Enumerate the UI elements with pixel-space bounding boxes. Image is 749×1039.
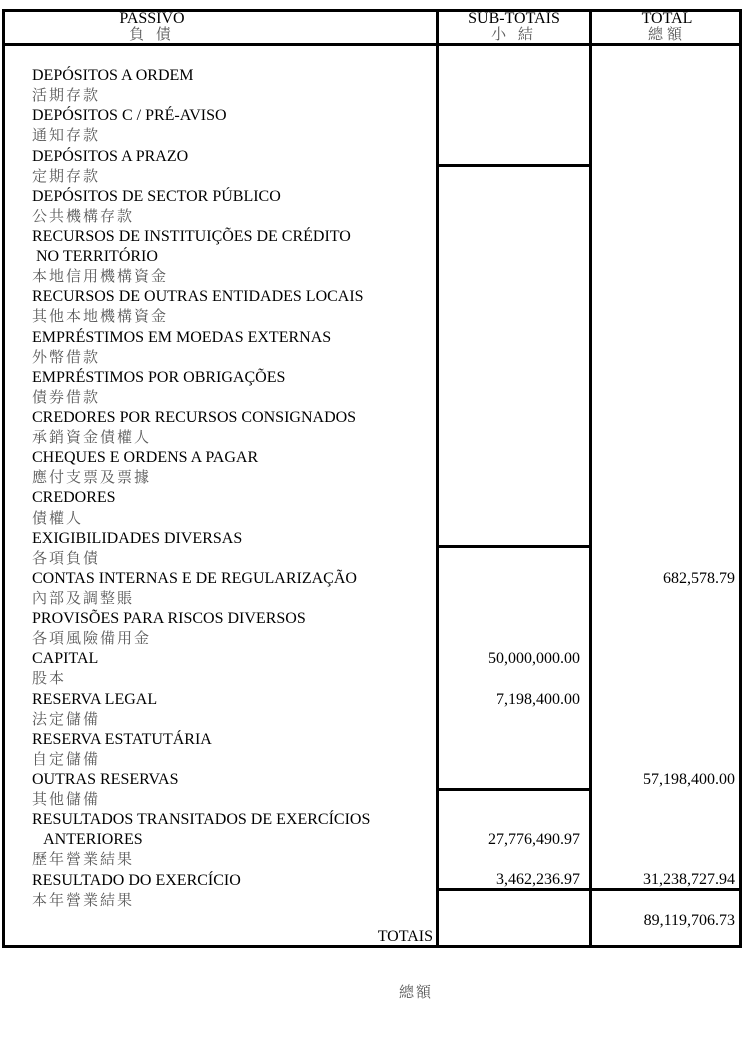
table-row	[2, 730, 743, 768]
item-label-cn: 本地信用機構資金	[32, 269, 169, 286]
item-label-cn: 應付支票及票據	[32, 470, 152, 487]
item-label-cn: 內部及調整賬	[32, 590, 135, 607]
item-label-cn: 股本	[32, 671, 67, 688]
item-label-cn: 歷年營業結果	[32, 852, 135, 869]
item-label-cn: 其他儲備	[32, 792, 101, 809]
column-header-total-cn: 總額	[647, 27, 686, 43]
item-label-cn: 債券借款	[32, 389, 101, 406]
item-label-pt: CAPITAL	[32, 650, 99, 668]
table-row	[2, 790, 743, 829]
item-label-cn: 法定儲備	[32, 711, 101, 728]
table-row	[2, 147, 743, 185]
item-label-pt: CREDORES	[32, 489, 116, 507]
total-value: 682,578.79	[663, 569, 735, 587]
item-label-pt: CONTAS INTERNAS E DE REGULARIZAÇÃO	[32, 569, 357, 587]
table-row	[2, 207, 743, 245]
item-label-pt: DEPÓSITOS DE SECTOR PÚBLICO	[32, 187, 281, 205]
rows-container	[2, 46, 743, 909]
column-header-passivo-cn: 負 債	[129, 27, 175, 43]
item-label-pt: EXIGIBILIDADES DIVERSAS	[32, 529, 243, 547]
item-label-pt: EMPRÉSTIMOS EM MOEDAS EXTERNAS	[32, 328, 332, 346]
item-label-pt: RESERVA LEGAL	[32, 690, 158, 708]
table-row	[2, 589, 743, 628]
item-label-pt: ANTERIORES	[32, 831, 143, 849]
item-label-pt: DEPÓSITOS A PRAZO	[32, 147, 189, 165]
item-label-pt: RECURSOS DE OUTRAS ENTIDADES LOCAIS	[32, 288, 364, 306]
table-row	[2, 86, 743, 125]
item-label-pt: DEPÓSITOS A ORDEM	[32, 67, 194, 85]
column-header-total-pt: TOTAL	[641, 10, 693, 27]
table-row	[2, 66, 743, 105]
column-header-passivo	[2, 10, 302, 44]
table-row	[2, 509, 743, 547]
table-row	[2, 388, 743, 426]
table-row	[2, 328, 743, 366]
item-label-pt: EMPRÉSTIMOS POR OBRIGAÇÕES	[32, 368, 286, 386]
table-row	[2, 307, 743, 346]
grand-total-value: 89,119,706.73	[643, 912, 735, 929]
item-label-pt: RESULTADOS TRANSITADOS DE EXERCÍCIOS	[32, 811, 371, 829]
item-label-cn: 定期存款	[32, 168, 101, 185]
item-label-pt: RESULTADO DO EXERCÍCIO	[32, 871, 241, 889]
table-row	[2, 529, 743, 567]
table-row	[2, 830, 743, 869]
item-label-cn: 自定儲備	[32, 751, 101, 768]
table-row	[2, 167, 743, 205]
table-row	[2, 187, 743, 225]
subtotal-value: 7,198,400.00	[496, 690, 580, 708]
table-row	[2, 126, 743, 165]
item-label-pt: NO TERRITÓRIO	[32, 248, 158, 266]
item-label-cn: 活期存款	[32, 88, 101, 105]
table-row	[2, 408, 743, 447]
item-label-cn: 本年營業結果	[32, 892, 135, 909]
table-row	[2, 247, 743, 286]
item-label-cn: 各項風險備用金	[32, 631, 152, 648]
item-label-pt: RESERVA ESTATUTÁRIA	[32, 730, 212, 748]
table-row	[2, 569, 743, 607]
table-row	[2, 488, 743, 527]
subtotal-value: 3,462,236.97	[496, 871, 580, 889]
item-label-cn: 各項負債	[32, 550, 101, 567]
table-row	[2, 870, 743, 909]
table-row	[2, 106, 743, 145]
item-label-pt: RECURSOS DE INSTITUIÇÕES DE CRÉDITO	[32, 228, 351, 245]
item-label-pt: CHEQUES E ORDENS A PAGAR	[32, 449, 259, 467]
item-label-pt: CREDORES POR RECURSOS CONSIGNADOS	[32, 408, 357, 426]
item-label-cn: 承銷資金債權人	[32, 430, 152, 447]
table-row	[2, 448, 743, 487]
item-label-cn: 債權人	[32, 510, 84, 527]
table-row	[2, 368, 743, 406]
column-header-passivo-pt: PASSIVO	[119, 10, 185, 27]
item-label-cn: 其他本地機構資金	[32, 309, 169, 326]
table-row	[2, 710, 743, 748]
item-label-pt: OUTRAS RESERVAS	[32, 770, 179, 788]
item-label-cn: 公共機構存款	[32, 208, 135, 225]
table-row	[2, 609, 743, 648]
subtotal-value: 50,000,000.00	[488, 650, 580, 668]
table-row	[2, 267, 743, 306]
total-value: 31,238,727.94	[643, 871, 735, 889]
column-header-total	[592, 10, 742, 44]
total-value: 57,198,400.00	[643, 770, 735, 788]
table-row	[2, 690, 743, 728]
item-label-cn: 外幣借款	[32, 349, 101, 366]
table-row	[2, 287, 743, 326]
totals-label-pt: TOTAIS	[377, 928, 433, 945]
column-header-subtotais-pt: SUB-TOTAIS	[468, 10, 560, 27]
table-row	[2, 428, 743, 467]
totals-label	[2, 891, 433, 1039]
item-label-pt: PROVISÕES PARA RISCOS DIVERSOS	[32, 610, 306, 628]
column-header-subtotais	[437, 10, 591, 44]
column-header-subtotais-cn: 小 結	[491, 27, 537, 43]
item-label-cn: 通知存款	[32, 128, 101, 145]
table-row	[2, 348, 743, 386]
item-label-pt: DEPÓSITOS C / PRÉ-AVISO	[32, 107, 227, 125]
table-row	[2, 227, 743, 266]
table-row	[2, 468, 743, 507]
table-row	[2, 649, 743, 688]
table-row	[2, 770, 743, 809]
totals-label-cn: 總額	[398, 985, 433, 1001]
subtotal-value: 27,776,490.97	[488, 831, 580, 849]
table-row	[2, 46, 743, 85]
